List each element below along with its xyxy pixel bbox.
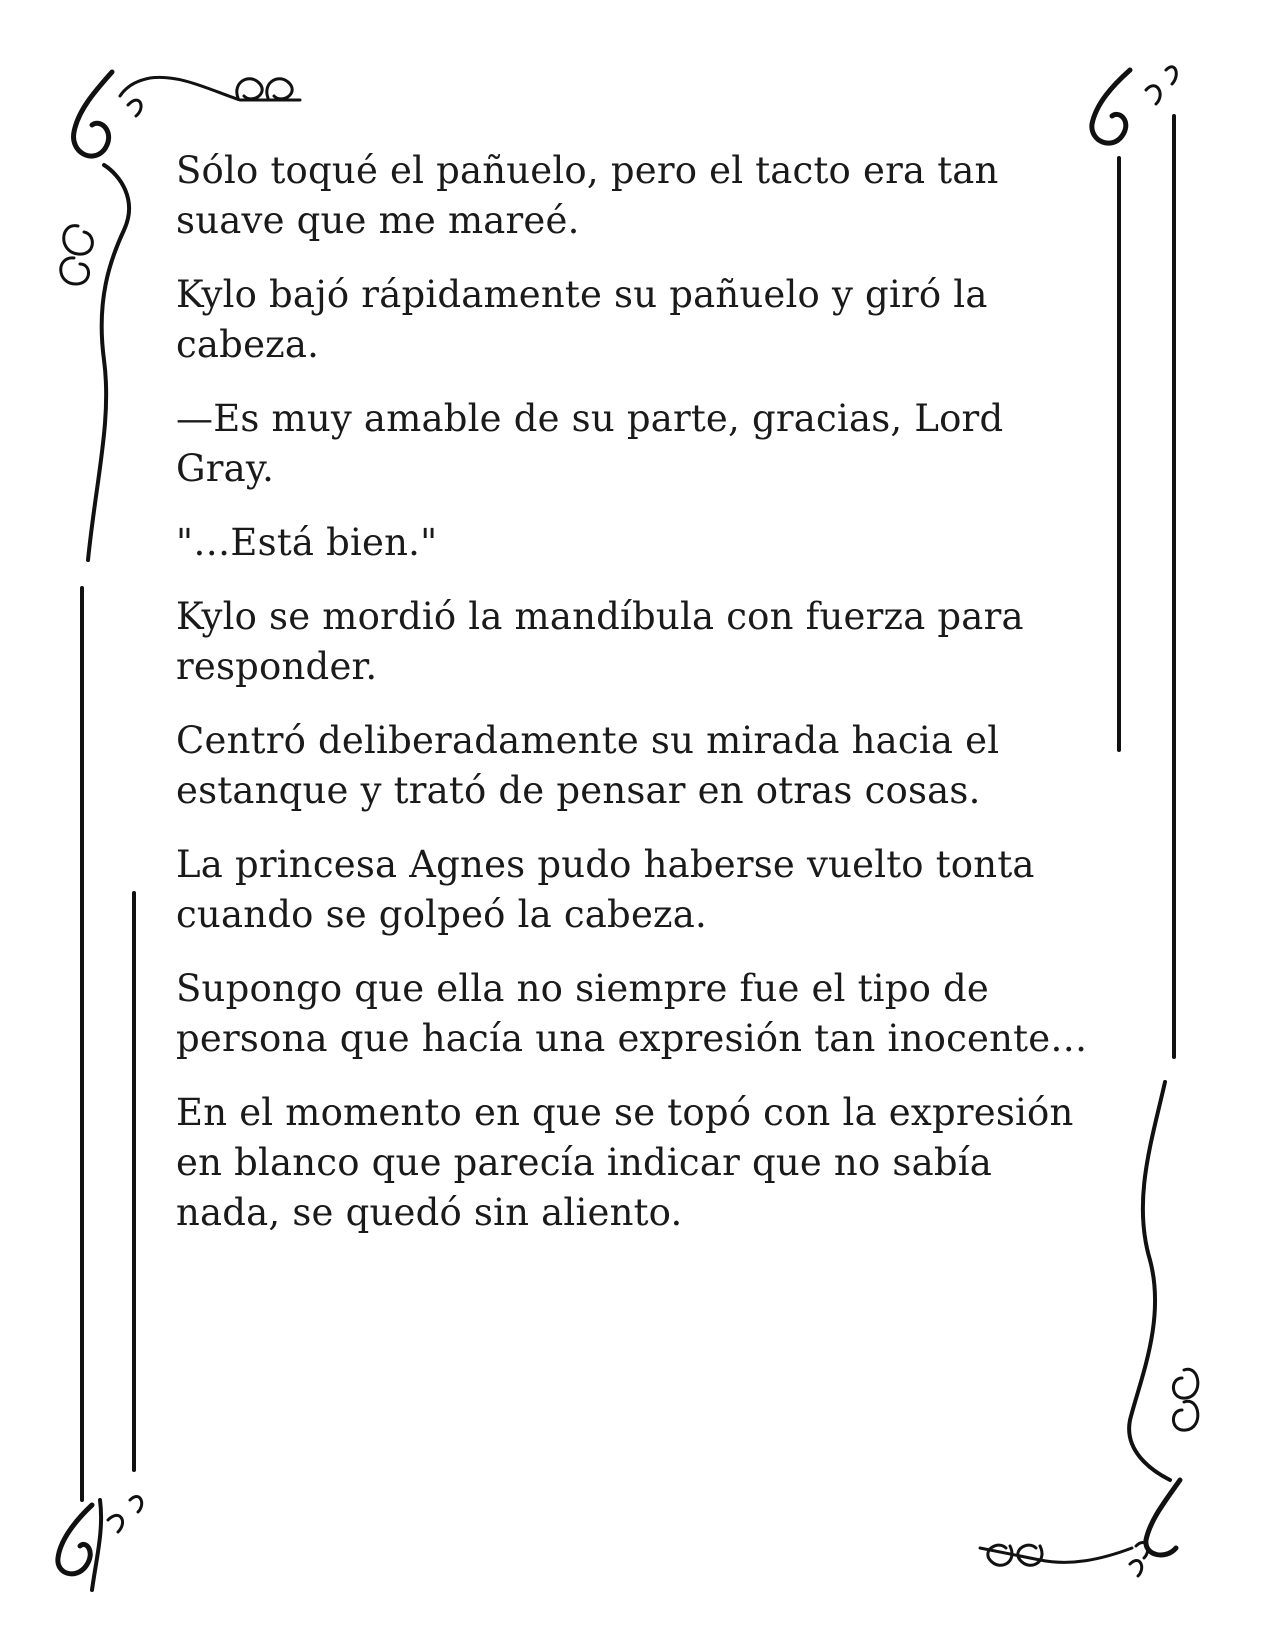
paragraph-6: Centró deliberadamente su mirada hacia el estanque y trató de pensar en otras cosas. bbox=[176, 719, 1000, 812]
paragraph-3: —Es muy amable de su parte, gracias, Lord Gray. bbox=[176, 397, 1004, 490]
paragraph-1: Sólo toqué el pañuelo, pero el tacto era tan suave que me mareé. bbox=[176, 149, 999, 242]
paragraph-4: "…Está bien." bbox=[176, 521, 438, 564]
top-right-flourish-ornament bbox=[1092, 67, 1176, 143]
bottom-left-flourish-ornament bbox=[58, 1497, 142, 1590]
paragraph-9: En el momento en que se topó con la expresión en blanco que parecía indicar que no sabía nada, se quedó sin aliento. bbox=[176, 1091, 1074, 1234]
story-text bbox=[176, 146, 1096, 1262]
paragraph-2: Kylo bajó rápidamente su pañuelo y giró la cabeza. bbox=[176, 273, 988, 366]
paragraph-7: La princesa Agnes pudo haberse vuelto tonta cuando se golpeó la cabeza. bbox=[176, 843, 1035, 936]
paragraph-8: Supongo que ella no siempre fue el tipo de persona que hacía una expresión tan inocente… bbox=[176, 967, 1088, 1060]
paragraph-5: Kylo se mordió la mandíbula con fuerza para responder. bbox=[176, 595, 1024, 688]
